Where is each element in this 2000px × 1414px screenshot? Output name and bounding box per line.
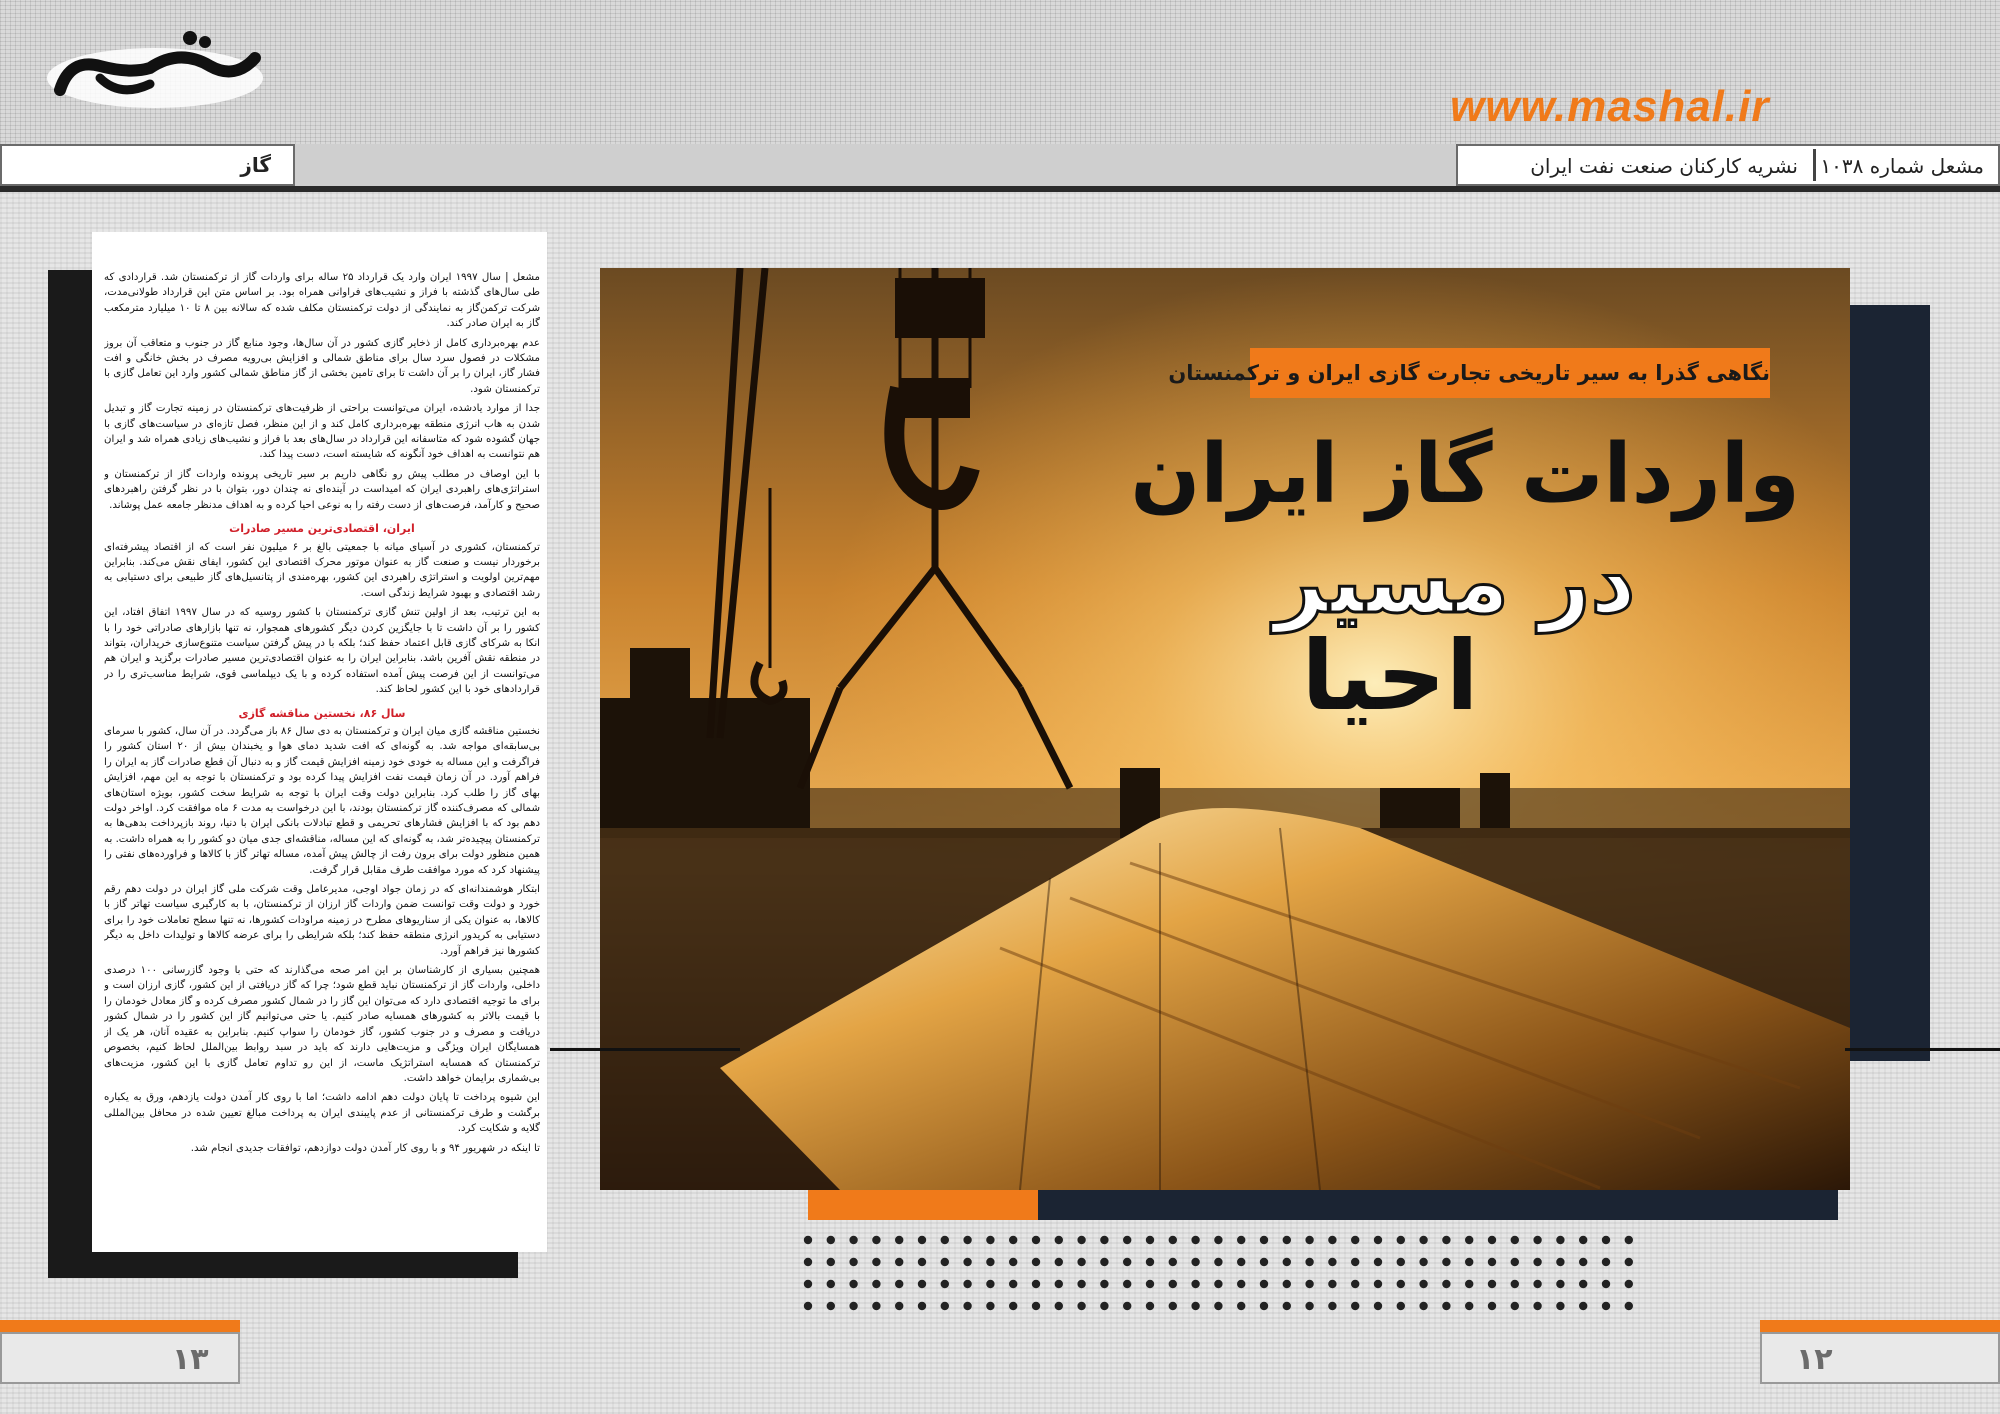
decor-dot [895,1258,903,1266]
decor-dot [941,1258,949,1266]
decor-dot [849,1302,857,1310]
decor-dot [1283,1280,1291,1288]
decor-dot [1625,1280,1633,1288]
decor-dot [1146,1258,1154,1266]
decor-dot [1032,1280,1040,1288]
decor-dot [1556,1236,1564,1244]
decor-dot [1442,1302,1450,1310]
decor-dot [986,1302,994,1310]
decor-rule [550,1048,740,1051]
article-paragraph: نخستین مناقشه گازی میان ایران و ترکمنستان به دی سال ۸۶ باز می‌گردد. در آن سال، کشور با سرمای بی‌سابقه‌ای مواجه شد. به گونه‌ای که افت شدید دمای هوا و یخبندان بیش از ۲۰ استان کشور را فراگرفت و این مساله به خودی خود زمینه افزایش قیمت گاز و به دنبال آن قطع صادرات گاز به ایران را فراهم آورد. در آن زمان قیمت نفت افزایش پیدا کرده بود و ترکمنستان با توجه به این مهم، افزایش بهای گاز را طلب کرد. بنابراین دولت وقت ایران با توجه به شرایط سخت کشور، بویژه استان‌های شمالی که مصرف‌کننده گاز ترکمنستان بودند، با این درخواست به مدت ۶ ماه موافقت کرد. اواخر دولت دهم بود که با افزایش فشارهای تحریمی و قطع تبادلات بانکی ایران با دنیا، روند بازپرداخت بدهی‌ها به ترکمنستان پیچیده‌تر شد، به گونه‌ای که این مساله، مناقشه‌ای جدی میان دو کشور را به همراه داشت. به همین منظور دولت برای برون رفت از چالش پیش آمده، مساله تهاتر گاز با کالاها و فراورده‌های نفتی را پیشنهاد کرد که مورد موافقت طرف مقابل قرار گرفت. [104,725,540,876]
article-paragraph: تا اینکه در شهریور ۹۴ و با روی کار آمدن دولت دوازدهم، توافقات جدیدی انجام شد. [190,1142,540,1154]
decor-dot [1397,1302,1405,1310]
decor-dot [1351,1258,1359,1266]
decor-dot [1488,1258,1496,1266]
article-paragraph: همچنین بسیاری از کارشناسان بر این امر صحه می‌گذارند که حتی با وجود گازرسانی ۱۰۰ درصدی داخلی، واردات گاز از ترکمنستان نباید قطع شود؛ چرا که گاز دریافتی از این کشور، گازی ارزان است و برای ما توجیه اقتصادی دارد که می‌توان این گاز را در شمال کشور مصرف کرده و گاز معادل خودمان را با قیمت بالاتر به کشورهای همسایه صادر کنیم. یا حتی می‌توانیم گاز این کشور را در شمال کشور دریافت و مصرف و در جنوب کشور، گاز خودمان را سواپ کنیم. بنابراین به عقیده آنان، هر یک از همسایگان ایران ویژگی و مزیت‌هایی دارند که باید در سبد روابط بین‌الملل لحاظ کنیم، بخصوص ترکمنستان که همسایه استراتژیک ماست، از این رو تداوم تعامل گازی با این کشور، مزیت‌های بی‌شماری برایمان خواهد داشت. [104,965,540,1084]
decor-dot [1214,1302,1222,1310]
decor-dot [1625,1236,1633,1244]
article-paragraph: جدا از موارد یادشده، ایران می‌توانست براحتی از ظرفیت‌های ترکمنستان در زمینه تجارت گاز و تبدیل شدن به هاب انرژی منطقه بهره‌برداری کامل کند و از این منظر، فصل تازه‌ای در سیاست‌های گازی با جهان گشوده شود که متاسفانه این قرارداد در سال‌های بعد با فراز و نشیب‌های زیادی همراه شد و ایران هم نتوانست به اهداف خود آنگونه که شایسته است، دست پیدا کند. [104,403,540,461]
issue-number: مشعل شماره ۱۰۳۸ [1820,154,1984,178]
decor-dot [1146,1236,1154,1244]
decor-dot [1077,1258,1085,1266]
decor-dot [1305,1280,1313,1288]
decor-dot [1533,1258,1541,1266]
decor-dot [1579,1236,1587,1244]
decor-dot [941,1236,949,1244]
decor-dot [1579,1258,1587,1266]
section-label-bar [0,144,295,186]
decor-dot [1533,1302,1541,1310]
feature-headline: واردات گاز ایران [1130,427,1800,522]
decor-dot [1351,1302,1359,1310]
decor-dot [1442,1258,1450,1266]
decor-dot [872,1236,880,1244]
mashal-logo [40,18,270,116]
decor-dot [1009,1302,1017,1310]
publication-bar [1456,144,2000,186]
decor-dot [986,1258,994,1266]
decor-dot [849,1258,857,1266]
feature-headline-emphasis: احیا [1301,620,1479,732]
decor-dot [1511,1236,1519,1244]
article-subheading: سال ۸۶، نخستین مناقشه گازی [238,706,406,720]
decor-dot [1579,1280,1587,1288]
decor-dot [1283,1258,1291,1266]
decor-dot [1260,1258,1268,1266]
section-label: گاز [240,153,271,177]
decor-dot [1146,1302,1154,1310]
decor-dot [986,1236,994,1244]
article-paragraph: مشعل | سال ۱۹۹۷ ایران وارد یک قرارداد ۲۵ ساله برای واردات گاز از ترکمنستان شد. قراردادی که طی سال‌های گذشته با فراز و نشیب‌های فراوانی همراه بود. بر اساس متن این قرارداد طولانی‌مدت، شرکت ترکمن‌گاز به نمایندگی از دولت ترکمنستان مکلف شده که سالانه بین ۸ تا ۱۰ میلیارد مترمکعب گاز به ایران صادر کند. [104,272,540,330]
page-number-box-right [1760,1332,2000,1384]
decor-dot [1488,1302,1496,1310]
decor-dot [1442,1280,1450,1288]
decor-dot [1488,1280,1496,1288]
decor-dot [1465,1236,1473,1244]
decor-dot [1123,1236,1131,1244]
decor-dot [1465,1280,1473,1288]
decor-dot [1100,1258,1108,1266]
footer-accent-strip [1760,1320,2000,1332]
decor-dot [895,1236,903,1244]
decor-dot [918,1302,926,1310]
decor-dark-bar [1038,1190,1838,1220]
decor-rule [1845,1048,2000,1051]
decor-dot [1488,1236,1496,1244]
decor-dot [872,1280,880,1288]
article-subheading: ایران، اقتصادی‌ترین مسیر صادرات [229,522,415,536]
decor-dot [827,1302,835,1310]
decor-dot [1191,1280,1199,1288]
decor-dot [1123,1258,1131,1266]
decor-dot [849,1280,857,1288]
decor-dot [918,1258,926,1266]
decor-dot [1260,1302,1268,1310]
decor-dot [827,1236,835,1244]
decor-dot [1374,1280,1382,1288]
decor-dot [1191,1236,1199,1244]
decor-dot [1602,1302,1610,1310]
decor-dot [1465,1258,1473,1266]
decor-dot [986,1280,994,1288]
decor-dot [849,1236,857,1244]
decor-dot [1625,1258,1633,1266]
decor-dot [1237,1280,1245,1288]
article-paragraph: عدم بهره‌برداری کامل از ذخایر گازی کشور در آن سال‌ها، وجود منابع گاز در جنوب و متعاقب آن بروز مشکلات در فصول سرد سال برای مناطق شمالی و افزایش بی‌رویه مصرف در بخش خانگی و افت فشار گاز، ایران را بر آن داشت تا برای تامین بخشی از گاز مناطق شمالی کشور وارد این تعامل گازی با ترکمنستان شود. [104,337,540,395]
decor-dot [1123,1280,1131,1288]
decor-dot [1419,1302,1427,1310]
decor-dot [895,1302,903,1310]
decor-dot [1009,1258,1017,1266]
feature-headline-outline: در مسیر [1274,530,1636,633]
decor-dot [872,1258,880,1266]
decor-dot [1305,1258,1313,1266]
decor-dot [1328,1236,1336,1244]
decor-dot [1419,1280,1427,1288]
decor-dot [1283,1302,1291,1310]
decor-dot [1214,1236,1222,1244]
page-number-box-left [0,1332,240,1384]
decor-dot [1579,1302,1587,1310]
decor-dot [1556,1258,1564,1266]
page-number-left: ۱۳ [172,1342,209,1377]
decor-dot [804,1302,812,1310]
decor-dot [1442,1236,1450,1244]
decor-dot [941,1280,949,1288]
decor-dot [1305,1236,1313,1244]
decor-dot [804,1258,812,1266]
decor-dot [1465,1302,1473,1310]
decor-dot [1602,1280,1610,1288]
decor-dot [1511,1302,1519,1310]
decor-dot [1419,1236,1427,1244]
website-url[interactable]: www.mashal.ir [1450,82,1770,131]
decor-dot [1191,1302,1199,1310]
decor-dot [804,1280,812,1288]
decor-dot [1169,1280,1177,1288]
decor-dot [1533,1280,1541,1288]
decor-dot [1397,1258,1405,1266]
decor-dot [1214,1258,1222,1266]
decor-dot [1374,1258,1382,1266]
decor-dot [963,1236,971,1244]
pipeline-photo [600,268,1850,1190]
decor-dot [1260,1280,1268,1288]
decor-dot [1511,1258,1519,1266]
decor-dot [1032,1258,1040,1266]
decor-dot [963,1280,971,1288]
publication-name: نشریه کارکنان صنعت نفت ایران [1530,154,1798,178]
decor-dot [1556,1302,1564,1310]
decor-dot [1397,1236,1405,1244]
decor-dot [1237,1236,1245,1244]
decor-dot [1100,1302,1108,1310]
decor-dot [1055,1236,1063,1244]
decor-dot [1328,1258,1336,1266]
decor-dot [1625,1302,1633,1310]
decor-dot [1602,1258,1610,1266]
decor-dot [1169,1258,1177,1266]
decor-dot [827,1280,835,1288]
decor-dot [963,1302,971,1310]
decor-dot [1237,1302,1245,1310]
article-body [104,270,540,1245]
decor-dot [1055,1280,1063,1288]
decor-dot [1351,1280,1359,1288]
decor-dot [1100,1236,1108,1244]
decor-dot [1374,1302,1382,1310]
decor-dot [1351,1236,1359,1244]
decor-dot [1533,1236,1541,1244]
decor-dot [872,1302,880,1310]
decor-dot [1397,1280,1405,1288]
article-paragraph: ترکمنستان، کشوری در آسیای میانه با جمعیتی بالغ بر ۶ میلیون نفر است که از اقتصاد پیشرفته‌ای برخوردار نیست و صنعت گاز به عنوان موتور محرک اقتصادی این کشور، ایفای نقش می‌کند. بنابراین مهم‌ترین اولویت و استراتژی راهبردی این کشور، بهره‌مندی از پتانسیل‌های گاز طبیعی برای دستیابی به رشد اقتصادی و بهبود شرایط زندگی است. [104,541,540,599]
decor-accent-bar [808,1190,1038,1220]
decor-dot [918,1280,926,1288]
decor-dot [804,1236,812,1244]
decor-dot [1100,1280,1108,1288]
decor-dot [941,1302,949,1310]
decor-dot [1077,1302,1085,1310]
decor-dot [1077,1236,1085,1244]
decor-dot [1169,1236,1177,1244]
bar-separator [1813,149,1816,181]
decor-dot [1055,1302,1063,1310]
decor-dot-grid [800,1232,1650,1317]
decor-dot [1237,1258,1245,1266]
article-paragraph: به این ترتیب، بعد از اولین تنش گازی ترکمنستان با کشور روسیه که در سال ۱۹۹۷ اتفاق افتاد، این کشور را بر آن داشت تا با جایگزین کردن دیگر کشورهای همجوار، نه تنها بازارهای صادراتی خود را با انکا به شرکای گازی قابل اعتماد حفظ کند؛ بلکه با در پیش گرفتن سیاست متنوع‌سازی خریداران، بتواند در منطقه نقش آفرین باشد. بنابراین ایران را به عنوان اقتصادی‌ترین مسیر صادرات برگزید و ایران هم می‌توانست از این فرصت پیش آمده استفاده کرده و با یک دیپلماسی قوی، شرایط مناسب‌تری را در قراردادهای خود با این کشور لحاظ کند. [104,607,540,696]
decor-dot [1009,1236,1017,1244]
decor-dot [1419,1258,1427,1266]
decor-dot [1009,1280,1017,1288]
decor-dot [963,1258,971,1266]
decor-dot [1328,1302,1336,1310]
decor-dot [1283,1236,1291,1244]
decor-dot [1260,1236,1268,1244]
decor-dot [1077,1280,1085,1288]
decor-dot [1146,1280,1154,1288]
decor-dot [827,1258,835,1266]
decor-dot [1214,1280,1222,1288]
decor-dot [1123,1302,1131,1310]
decor-dot [1055,1258,1063,1266]
decor-dot [1602,1236,1610,1244]
article-paragraph: با این اوصاف در مطلب پیش رو نگاهی داریم بر سیر تاریخی پرونده واردات گاز از ترکمنستان و استراتژی‌های راهبردی ایران که امیداست در آینده‌ای نه چندان دور، بتوان با در نظر گرفتن راهبردهای صحیح و کارآمد، فرصت‌های از دست رفته را به نوعی احیا کرده و به اهداف مدنظر جامعه عمل پوشاند. [104,468,540,511]
decor-dot [918,1236,926,1244]
decor-dot [1305,1302,1313,1310]
decor-dot [1328,1280,1336,1288]
article-paragraph: ابتکار هوشمندانه‌ای که در زمان جواد اوجی، مدیرعامل وقت شرکت ملی گاز ایران در دولت دهم رقم خورد و دولت وقت توانست ضمن واردات گاز ارزان از ترکمنستان، با به کارگیری سیاست تهاتر گاز با کالاها، به عنوان یکی از سناریوهای مطرح در زمینه مراودات کشورها، نه تنها سطح تعاملات خود را برای دستیابی به کریدور انرژی منطقه حفظ کند؛ بلکه شرایطی را برای عرضه کالاها و تولیدات داخل به دیگر کشورها نیز فراهم آورد. [104,884,540,957]
decor-dot [1374,1236,1382,1244]
article-paragraph: این شیوه پرداخت تا پایان دولت دهم ادامه داشت؛ اما با روی کار آمدن دولت یازدهم، ورق به یکباره برگشت و طرف ترکمنستانی از عدم پایبندی ایران به پرداخت مبالغ تعیین شده در محافل بین‌المللی گلایه و شکایت کرد. [104,1092,540,1135]
decor-dot [1032,1236,1040,1244]
decor-dot [1032,1302,1040,1310]
decor-dot [1191,1258,1199,1266]
decor-dot [1511,1280,1519,1288]
decor-dot [1556,1280,1564,1288]
footer-accent-strip [0,1320,240,1332]
decor-dot [1169,1302,1177,1310]
feature-subtitle: نگاهی گذرا به سیر تاریخی تجارت گازی ایران و ترکمنستان [1168,361,1770,385]
header-divider [0,186,2000,192]
decor-dot [895,1280,903,1288]
page-number-right: ۱۲ [1796,1342,1833,1377]
